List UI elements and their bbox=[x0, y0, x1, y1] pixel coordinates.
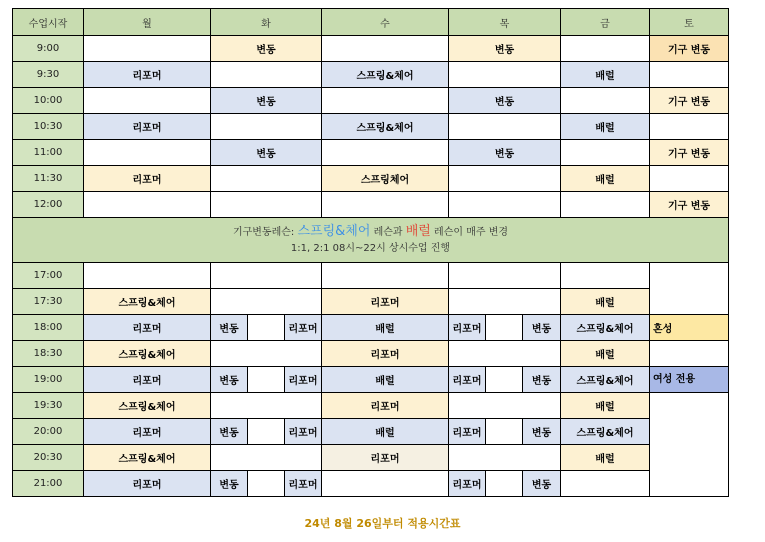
class-cell: 스프링&체어 bbox=[84, 445, 211, 471]
time-cell: 11:00 bbox=[13, 140, 84, 166]
class-cell: 리포머 bbox=[285, 471, 322, 497]
class-cell: 기구 변동 bbox=[650, 36, 729, 62]
class-cell: 스프링&체어 bbox=[561, 419, 650, 445]
class-cell: 변동 bbox=[211, 315, 248, 341]
time-cell: 12:00 bbox=[13, 192, 84, 218]
time-cell: 10:00 bbox=[13, 88, 84, 114]
notice-row bbox=[13, 218, 729, 263]
row-1700 bbox=[13, 263, 729, 289]
time-cell: 18:00 bbox=[13, 315, 84, 341]
class-cell: 스프링&체어 bbox=[84, 341, 211, 367]
class-cell: 리포머 bbox=[84, 367, 211, 393]
class-cell: 리포머 bbox=[322, 393, 449, 419]
notice-line2: 1:1, 2:1 08시~22시 상시수업 진행 bbox=[290, 242, 451, 254]
class-cell: 리포머 bbox=[449, 315, 486, 341]
time-cell: 9:30 bbox=[13, 62, 84, 88]
women-only-label: 여성 전용 bbox=[650, 367, 729, 393]
class-cell: 스프링&체어 bbox=[322, 114, 449, 140]
row-1730 bbox=[13, 289, 729, 315]
class-cell: 리포머 bbox=[285, 315, 322, 341]
class-cell: 변동 bbox=[449, 36, 561, 62]
row-2030 bbox=[13, 445, 729, 471]
time-cell: 20:30 bbox=[13, 445, 84, 471]
row-0900 bbox=[13, 36, 729, 62]
class-cell: 리포머 bbox=[84, 62, 211, 88]
row-2000 bbox=[13, 419, 729, 445]
class-cell: 변동 bbox=[211, 471, 248, 497]
header-fri: 금 bbox=[561, 9, 650, 36]
class-cell: 리포머 bbox=[322, 445, 449, 471]
header-time: 수업시작 bbox=[13, 9, 84, 36]
header-mon: 월 bbox=[84, 9, 211, 36]
schedule-table bbox=[12, 8, 729, 497]
class-cell: 변동 bbox=[523, 419, 561, 445]
time-cell: 19:30 bbox=[13, 393, 84, 419]
class-cell: 배럴 bbox=[561, 341, 650, 367]
class-cell: 기구 변동 bbox=[650, 88, 729, 114]
row-1800 bbox=[13, 315, 729, 341]
row-1200 bbox=[13, 192, 729, 218]
class-cell: 변동 bbox=[211, 36, 322, 62]
class-cell: 스프링&체어 bbox=[561, 315, 650, 341]
class-cell: 스프링체어 bbox=[322, 166, 449, 192]
row-1130 bbox=[13, 166, 729, 192]
class-cell: 스프링&체어 bbox=[322, 62, 449, 88]
notice-cell bbox=[13, 218, 729, 263]
class-cell: 리포머 bbox=[449, 471, 486, 497]
header-tue: 화 bbox=[211, 9, 322, 36]
class-cell: 배럴 bbox=[561, 114, 650, 140]
class-cell: 리포머 bbox=[285, 367, 322, 393]
class-cell: 스프링&체어 bbox=[84, 289, 211, 315]
class-cell: 변동 bbox=[211, 88, 322, 114]
class-cell: 리포머 bbox=[322, 289, 449, 315]
class-cell: 변동 bbox=[211, 140, 322, 166]
class-cell: 변동 bbox=[523, 315, 561, 341]
notice-barrel: 배럴 bbox=[405, 223, 431, 239]
class-cell: 배럴 bbox=[561, 62, 650, 88]
class-cell: 변동 bbox=[449, 88, 561, 114]
notice-line1: 기구변동레슨: 스프링&체어 레슨과 배럴 레슨이 매주 변경 bbox=[232, 223, 509, 239]
row-1100 bbox=[13, 140, 729, 166]
class-cell: 기구 변동 bbox=[650, 140, 729, 166]
header-wed: 수 bbox=[322, 9, 449, 36]
mixed-label: 혼성 bbox=[650, 315, 729, 341]
header-row bbox=[13, 9, 729, 36]
class-cell: 리포머 bbox=[84, 471, 211, 497]
class-cell: 리포머 bbox=[84, 419, 211, 445]
row-1030 bbox=[13, 114, 729, 140]
row-0930 bbox=[13, 62, 729, 88]
notice-spring: 스프링&체어 bbox=[297, 223, 371, 239]
time-cell: 18:30 bbox=[13, 341, 84, 367]
time-cell: 10:30 bbox=[13, 114, 84, 140]
class-cell: 기구 변동 bbox=[650, 192, 729, 218]
class-cell: 변동 bbox=[211, 419, 248, 445]
class-cell: 스프링&체어 bbox=[84, 393, 211, 419]
time-cell: 17:00 bbox=[13, 263, 84, 289]
class-cell: 배럴 bbox=[561, 393, 650, 419]
row-1930 bbox=[13, 393, 729, 419]
class-cell: 리포머 bbox=[84, 166, 211, 192]
time-cell: 11:30 bbox=[13, 166, 84, 192]
time-cell: 20:00 bbox=[13, 419, 84, 445]
class-cell: 리포머 bbox=[449, 419, 486, 445]
class-cell: 배럴 bbox=[561, 289, 650, 315]
class-cell: 배럴 bbox=[561, 445, 650, 471]
class-cell: 배럴 bbox=[322, 315, 449, 341]
row-1900 bbox=[13, 367, 729, 393]
class-cell: 스프링&체어 bbox=[561, 367, 650, 393]
class-cell: 변동 bbox=[211, 367, 248, 393]
header-thu: 목 bbox=[449, 9, 561, 36]
row-1830 bbox=[13, 341, 729, 367]
class-cell: 배럴 bbox=[322, 419, 449, 445]
class-cell: 변동 bbox=[523, 471, 561, 497]
time-cell: 17:30 bbox=[13, 289, 84, 315]
row-1000 bbox=[13, 88, 729, 114]
class-cell: 배럴 bbox=[322, 367, 449, 393]
class-cell: 리포머 bbox=[322, 341, 449, 367]
header-sat: 토 bbox=[650, 9, 729, 36]
time-cell: 21:00 bbox=[13, 471, 84, 497]
class-cell: 배럴 bbox=[561, 166, 650, 192]
row-2100 bbox=[13, 471, 729, 497]
time-cell: 19:00 bbox=[13, 367, 84, 393]
class-cell: 변동 bbox=[523, 367, 561, 393]
schedule-footer: 24년 8월 26일부터 적용시간표 bbox=[304, 517, 461, 530]
class-cell: 리포머 bbox=[285, 419, 322, 445]
class-cell: 리포머 bbox=[84, 114, 211, 140]
time-cell: 9:00 bbox=[13, 36, 84, 62]
class-cell: 변동 bbox=[449, 140, 561, 166]
class-cell: 리포머 bbox=[449, 367, 486, 393]
class-cell: 리포머 bbox=[84, 315, 211, 341]
